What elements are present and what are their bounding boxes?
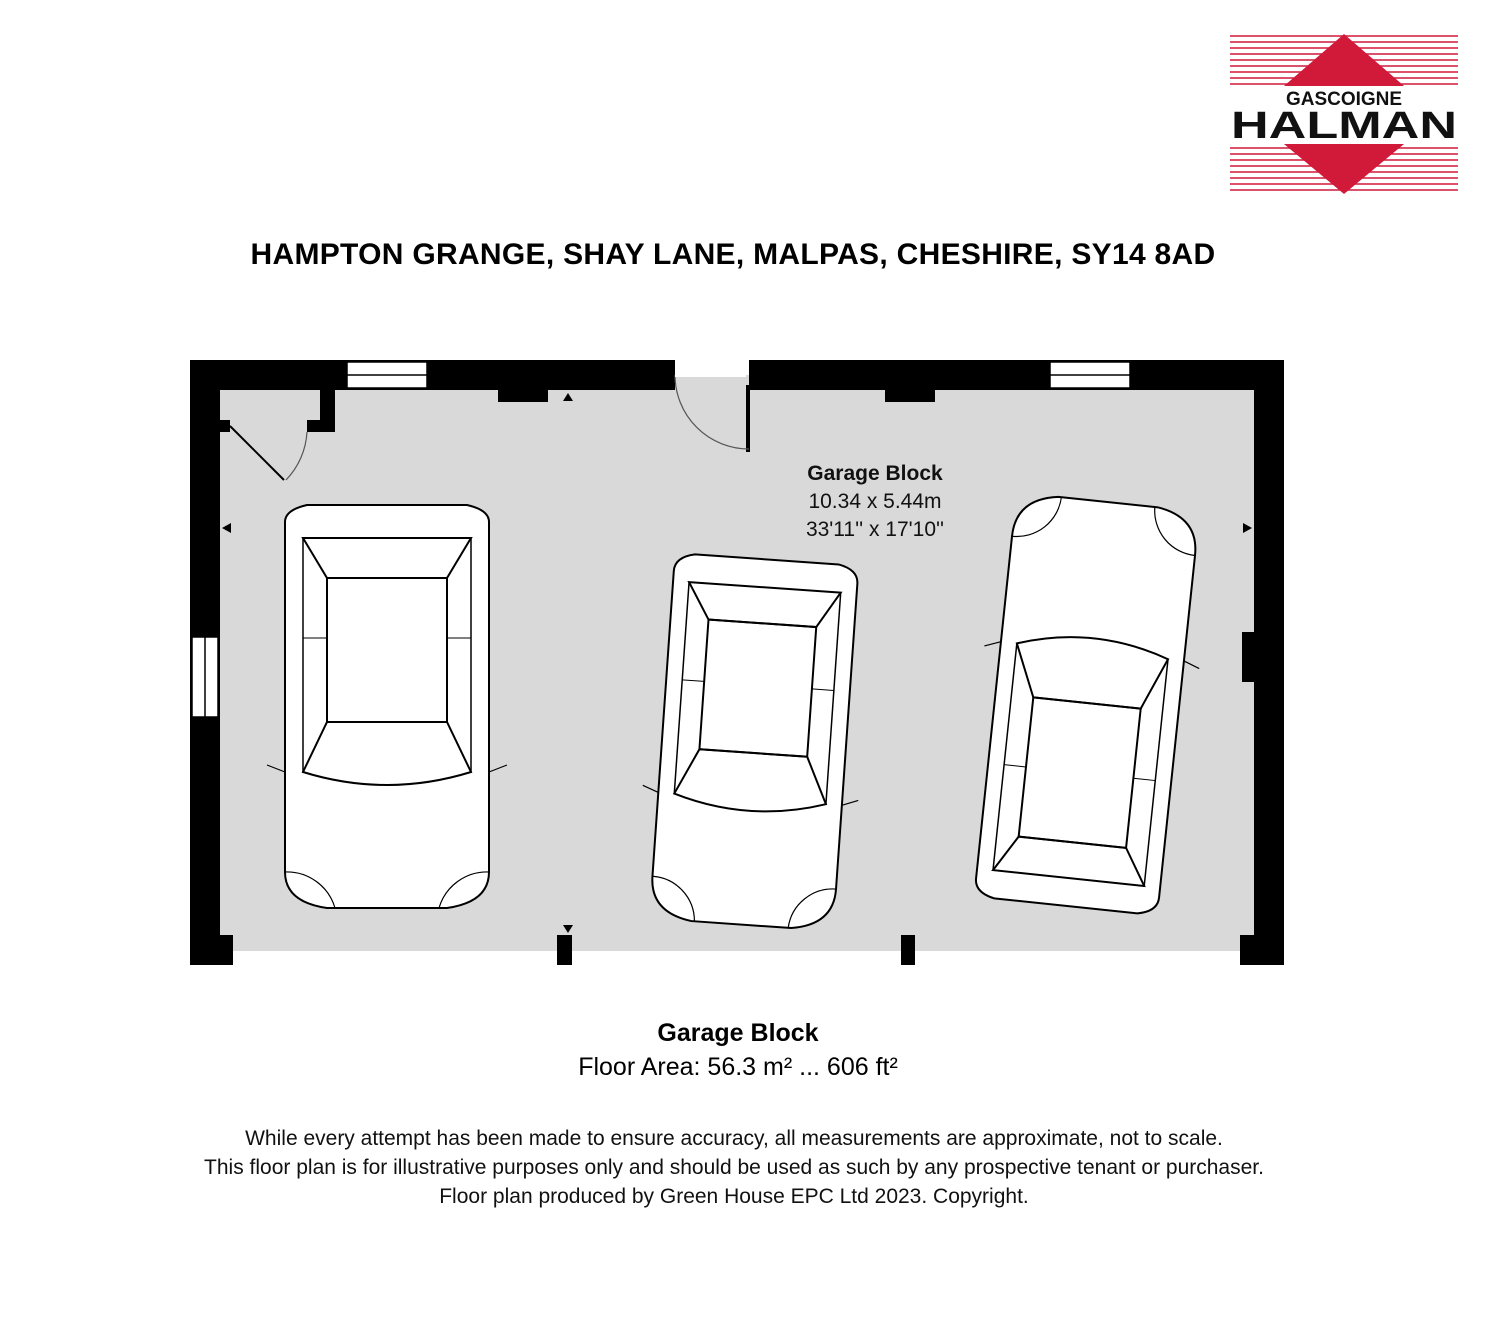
property-address: HAMPTON GRANGE, SHAY LANE, MALPAS, CHESHIRE, SY14 8AD — [250, 238, 1216, 271]
wall-nib-2 — [885, 388, 935, 402]
disclaimer — [0, 1124, 1468, 1211]
car-icon — [267, 505, 507, 908]
pier-center-right — [901, 935, 915, 965]
wall-stub-jamb — [218, 420, 230, 432]
disclaimer-line: This floor plan is for illustrative purposes only and should be used as such by any prospective tenant or purchaser. — [204, 1156, 1264, 1179]
gascoigne-halman-logo — [1228, 30, 1460, 198]
room-name: Garage Block — [807, 462, 943, 485]
disclaimer-line: While every attempt has been made to ensure accuracy, all measurements are approximate, not to scale. — [245, 1127, 1223, 1150]
summary-title: Garage Block — [657, 1019, 819, 1047]
wall-right-nib — [1242, 632, 1256, 682]
room-label — [770, 460, 980, 544]
floor-area: Floor Area: 56.3 m² ... 606 ft² — [578, 1053, 898, 1081]
logo-text-gascoigne: GASCOIGNE — [1285, 89, 1403, 110]
wall-right — [1254, 360, 1284, 964]
disclaimer-line: Floor plan produced by Green House EPC Ltd 2023. Copyright. — [439, 1185, 1029, 1208]
wall-top-right — [749, 360, 1284, 390]
wall-bottom-left-pier — [190, 935, 233, 965]
wall-stub-left-foot — [307, 420, 335, 432]
room-dimensions-imperial: 33'11'' x 17'10'' — [805, 518, 945, 541]
room-dimensions-metric: 10.34 x 5.44m — [808, 490, 942, 513]
door-jamb-right — [746, 385, 750, 452]
logo-text-halman: HALMAN — [1231, 105, 1457, 147]
floor-plan — [180, 350, 1300, 980]
wall-top-left — [190, 360, 675, 390]
wall-nib-1 — [498, 388, 548, 402]
floor-plan-drawing — [180, 350, 1300, 980]
pier-center-left — [557, 935, 572, 965]
wall-bottom-right-pier — [1240, 935, 1284, 965]
floor-summary — [0, 1016, 1476, 1084]
